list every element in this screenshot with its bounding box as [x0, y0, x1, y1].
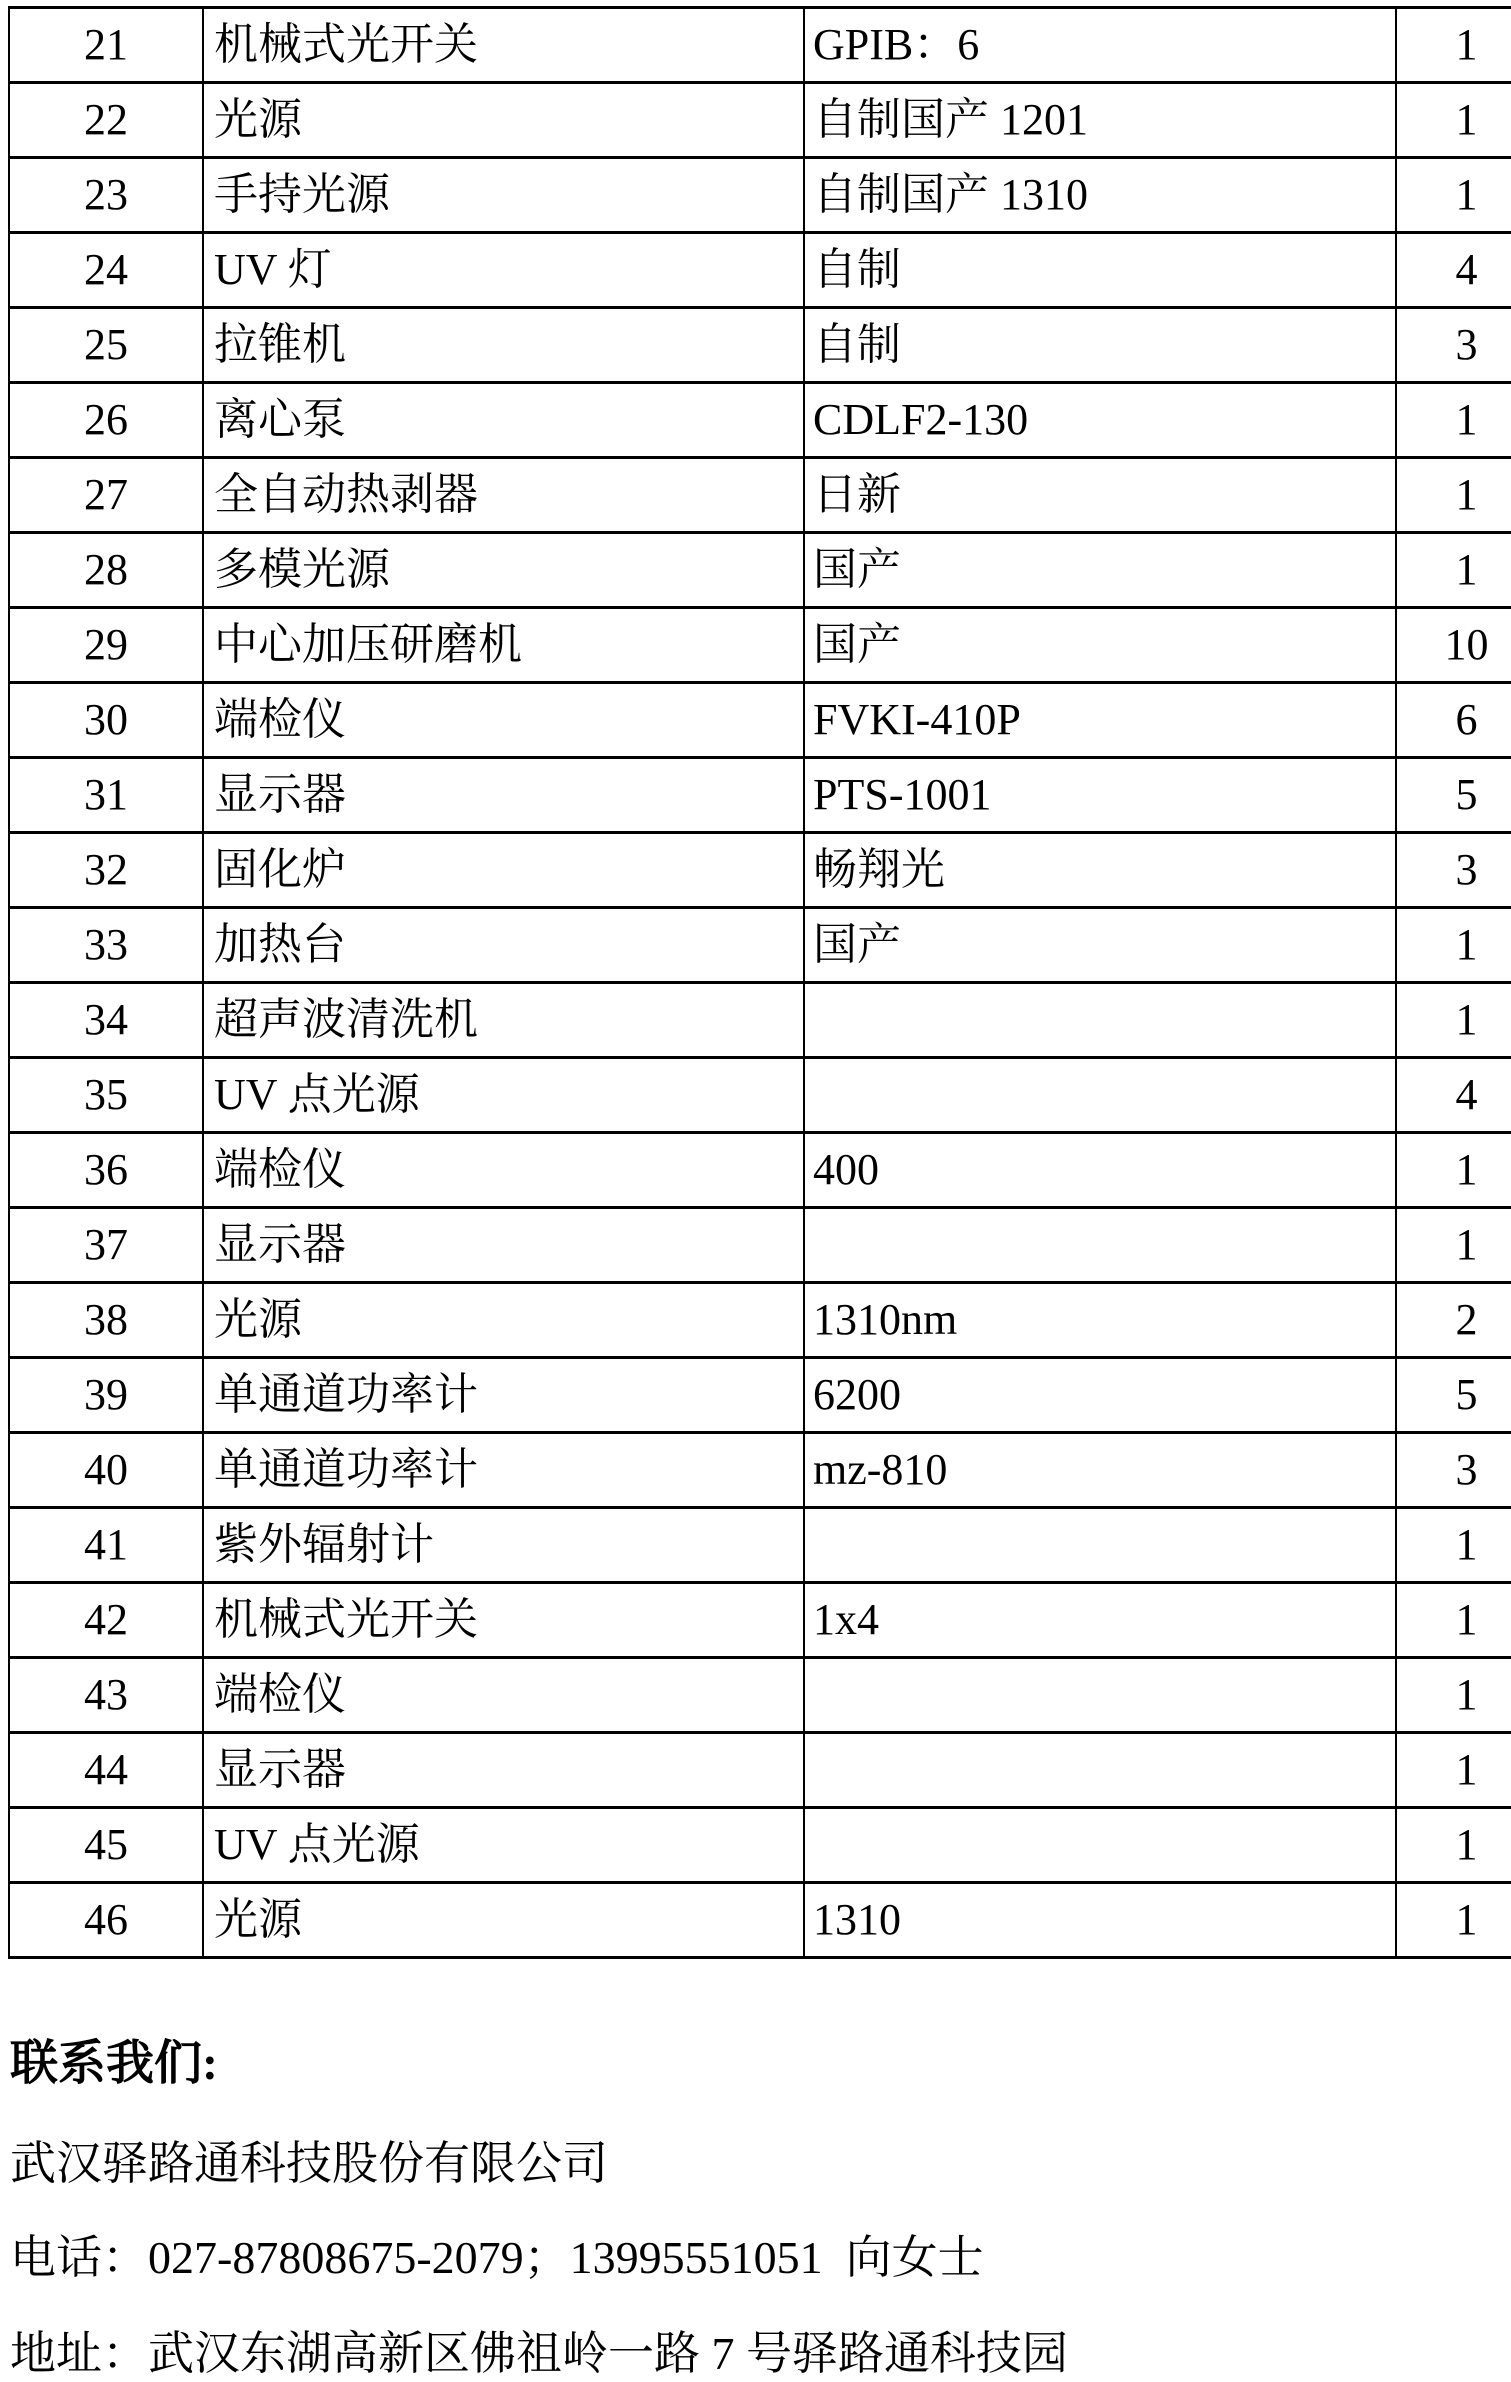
model-cell: 畅翔光 [804, 833, 1396, 908]
table-row [9, 908, 1511, 983]
model-cell: 国产 [804, 608, 1396, 683]
item-name-cell: 紫外辐射计 [203, 1508, 804, 1583]
contact-us-heading: 联系我们: [10, 2037, 218, 2090]
quantity-cell: 1 [1396, 983, 1511, 1058]
model-cell [804, 1808, 1396, 1883]
row-number-cell: 29 [9, 608, 203, 683]
item-name-cell: 加热台 [203, 908, 804, 983]
item-name-cell: 单通道功率计 [203, 1358, 804, 1433]
item-name-cell: UV 灯 [203, 233, 804, 308]
quantity-cell: 5 [1396, 758, 1511, 833]
model-cell: 日新 [804, 458, 1396, 533]
row-number-cell: 31 [9, 758, 203, 833]
quantity-cell: 1 [1396, 1508, 1511, 1583]
table-row [9, 83, 1511, 158]
item-name-cell: 光源 [203, 1883, 804, 1958]
quantity-cell: 1 [1396, 908, 1511, 983]
item-name-cell: 手持光源 [203, 158, 804, 233]
row-number-cell: 28 [9, 533, 203, 608]
item-name-cell: 超声波清洗机 [203, 983, 804, 1058]
table-row [9, 1508, 1511, 1583]
table-row [9, 1658, 1511, 1733]
model-cell: 国产 [804, 908, 1396, 983]
item-name-cell: 显示器 [203, 1733, 804, 1808]
row-number-cell: 24 [9, 233, 203, 308]
quantity-cell: 1 [1396, 1808, 1511, 1883]
row-number-cell: 42 [9, 1583, 203, 1658]
model-cell: 自制 [804, 233, 1396, 308]
quantity-cell: 5 [1396, 1358, 1511, 1433]
table-row [9, 608, 1511, 683]
quantity-cell: 6 [1396, 683, 1511, 758]
model-cell: 自制国产 1201 [804, 83, 1396, 158]
table-row [9, 1883, 1511, 1958]
quantity-cell: 4 [1396, 1058, 1511, 1133]
company-name: 武汉驿路通科技股份有限公司 [10, 2138, 608, 2189]
item-name-cell: 离心泵 [203, 383, 804, 458]
table-row [9, 1433, 1511, 1508]
item-name-cell: 全自动热剥器 [203, 458, 804, 533]
item-name-cell: UV 点光源 [203, 1058, 804, 1133]
address-line: 地址：武汉东湖高新区佛祖岭一路 7 号驿路通科技园 [10, 2328, 1068, 2379]
model-cell: CDLF2-130 [804, 383, 1396, 458]
item-name-cell: 机械式光开关 [203, 1583, 804, 1658]
model-cell: GPIB：6 [804, 8, 1396, 83]
quantity-cell: 2 [1396, 1283, 1511, 1358]
item-name-cell: UV 点光源 [203, 1808, 804, 1883]
quantity-cell: 10 [1396, 608, 1511, 683]
model-cell [804, 983, 1396, 1058]
item-name-cell: 光源 [203, 83, 804, 158]
item-name-cell: 显示器 [203, 1208, 804, 1283]
model-cell: 6200 [804, 1358, 1396, 1433]
phone-line: 电话：027-87808675-2079；13995551051 向女士 [10, 2232, 984, 2283]
row-number-cell: 36 [9, 1133, 203, 1208]
row-number-cell: 27 [9, 458, 203, 533]
row-number-cell: 39 [9, 1358, 203, 1433]
model-cell: mz-810 [804, 1433, 1396, 1508]
table-row [9, 458, 1511, 533]
model-cell: FVKI-410P [804, 683, 1396, 758]
table-row [9, 1058, 1511, 1133]
item-name-cell: 中心加压研磨机 [203, 608, 804, 683]
model-cell: 国产 [804, 533, 1396, 608]
quantity-cell: 1 [1396, 1208, 1511, 1283]
row-number-cell: 22 [9, 83, 203, 158]
item-name-cell: 机械式光开关 [203, 8, 804, 83]
quantity-cell: 1 [1396, 8, 1511, 83]
row-number-cell: 45 [9, 1808, 203, 1883]
quantity-cell: 1 [1396, 1658, 1511, 1733]
row-number-cell: 35 [9, 1058, 203, 1133]
item-name-cell: 端检仪 [203, 1133, 804, 1208]
table-row [9, 1808, 1511, 1883]
table-row [9, 683, 1511, 758]
row-number-cell: 32 [9, 833, 203, 908]
model-cell [804, 1508, 1396, 1583]
item-name-cell: 端检仪 [203, 683, 804, 758]
row-number-cell: 43 [9, 1658, 203, 1733]
table-row [9, 158, 1511, 233]
table-row [9, 1358, 1511, 1433]
table-row [9, 1133, 1511, 1208]
model-cell: 1310 [804, 1883, 1396, 1958]
model-cell: 1x4 [804, 1583, 1396, 1658]
item-name-cell: 端检仪 [203, 1658, 804, 1733]
row-number-cell: 34 [9, 983, 203, 1058]
model-cell: PTS-1001 [804, 758, 1396, 833]
table-row [9, 833, 1511, 908]
item-name-cell: 光源 [203, 1283, 804, 1358]
table-row [9, 233, 1511, 308]
row-number-cell: 33 [9, 908, 203, 983]
row-number-cell: 23 [9, 158, 203, 233]
equipment-inventory-table [8, 6, 1511, 1959]
row-number-cell: 26 [9, 383, 203, 458]
row-number-cell: 30 [9, 683, 203, 758]
item-name-cell: 多模光源 [203, 533, 804, 608]
quantity-cell: 1 [1396, 83, 1511, 158]
item-name-cell: 固化炉 [203, 833, 804, 908]
quantity-cell: 3 [1396, 1433, 1511, 1508]
quantity-cell: 1 [1396, 158, 1511, 233]
table-row [9, 383, 1511, 458]
model-cell: 自制国产 1310 [804, 158, 1396, 233]
table-row [9, 8, 1511, 83]
model-cell [804, 1658, 1396, 1733]
table-row [9, 1283, 1511, 1358]
model-cell [804, 1733, 1396, 1808]
row-number-cell: 41 [9, 1508, 203, 1583]
model-cell [804, 1208, 1396, 1283]
model-cell: 自制 [804, 308, 1396, 383]
quantity-cell: 1 [1396, 383, 1511, 458]
model-cell: 1310nm [804, 1283, 1396, 1358]
quantity-cell: 1 [1396, 1733, 1511, 1808]
quantity-cell: 1 [1396, 458, 1511, 533]
quantity-cell: 1 [1396, 1583, 1511, 1658]
quantity-cell: 1 [1396, 1133, 1511, 1208]
row-number-cell: 46 [9, 1883, 203, 1958]
row-number-cell: 38 [9, 1283, 203, 1358]
model-cell: 400 [804, 1133, 1396, 1208]
table-row [9, 983, 1511, 1058]
item-name-cell: 单通道功率计 [203, 1433, 804, 1508]
row-number-cell: 21 [9, 8, 203, 83]
quantity-cell: 1 [1396, 1883, 1511, 1958]
table-row [9, 1208, 1511, 1283]
quantity-cell: 3 [1396, 308, 1511, 383]
table-row [9, 308, 1511, 383]
row-number-cell: 37 [9, 1208, 203, 1283]
quantity-cell: 1 [1396, 533, 1511, 608]
row-number-cell: 44 [9, 1733, 203, 1808]
table-row [9, 1583, 1511, 1658]
row-number-cell: 40 [9, 1433, 203, 1508]
table-row [9, 1733, 1511, 1808]
table-row [9, 758, 1511, 833]
item-name-cell: 显示器 [203, 758, 804, 833]
quantity-cell: 4 [1396, 233, 1511, 308]
item-name-cell: 拉锥机 [203, 308, 804, 383]
row-number-cell: 25 [9, 308, 203, 383]
quantity-cell: 3 [1396, 833, 1511, 908]
model-cell [804, 1058, 1396, 1133]
table-row [9, 533, 1511, 608]
